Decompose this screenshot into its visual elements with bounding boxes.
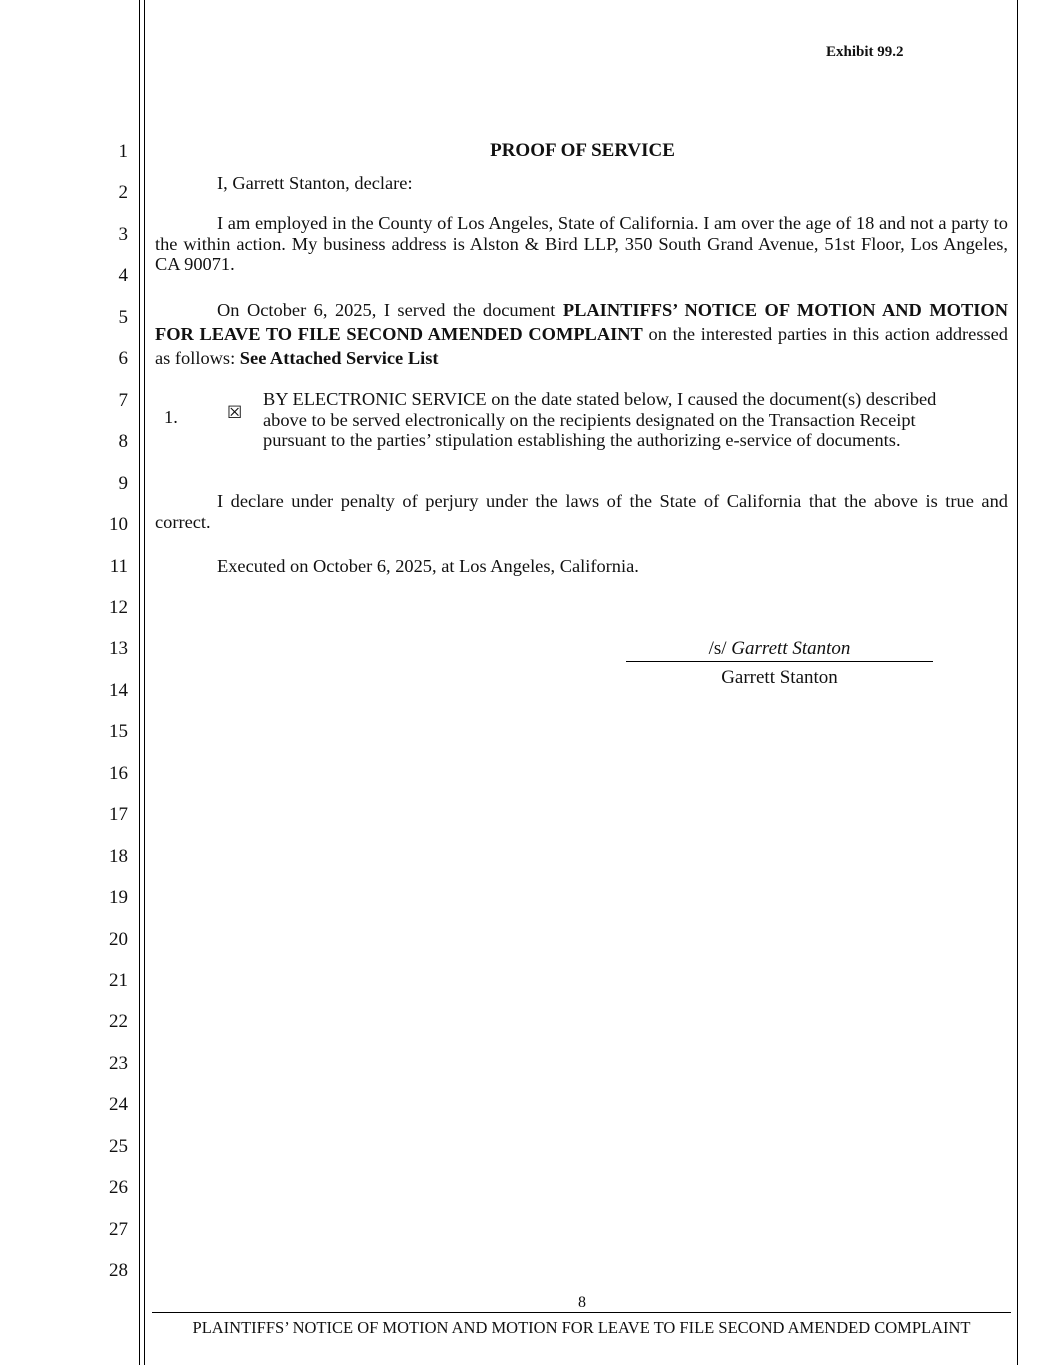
page-title: PROOF OF SERVICE (490, 140, 675, 161)
signature-prefix: /s/ (708, 638, 732, 659)
service-paragraph (155, 298, 1008, 370)
line-number: 1 (118, 141, 128, 162)
line-number: 21 (109, 970, 128, 991)
footer-divider (152, 1312, 1011, 1313)
service-list-reference: See Attached Service List (239, 348, 439, 368)
line-number: 11 (109, 556, 128, 577)
line-number: 15 (109, 721, 128, 742)
electronic-service-text: BY ELECTRONIC SERVICE on the date stated below, I caused the document(s) described above to be served electronically on the recipients designated on the Transaction Receipt pursuant to the parties’ stipulation establishing the authorizing e-service of documents. (263, 389, 937, 450)
line-number: 23 (109, 1053, 128, 1074)
exhibit-label: Exhibit 99.2 (826, 44, 904, 60)
line-number: 14 (109, 680, 128, 701)
line-number: 26 (109, 1177, 128, 1198)
perjury-paragraph: I declare under penalty of perjury under the laws of the State of California that the above is true and correct. (155, 491, 1008, 532)
employment-paragraph: I am employed in the County of Los Angeles, State of California. I am over the age of 18 and not a party to the within action. My business address is Alston & Bird LLP, 350 South Grand Avenue, 51st Floor, Los Angeles, CA 90071. (155, 213, 1008, 274)
signature-line (626, 661, 933, 662)
line-number: 28 (109, 1260, 128, 1281)
line-number: 6 (118, 348, 128, 369)
right-margin-rule (1017, 0, 1018, 1365)
page-number: 8 (578, 1294, 586, 1311)
left-margin-rule-outer (139, 0, 140, 1365)
line-number: 18 (109, 846, 128, 867)
line-number: 7 (118, 390, 128, 411)
line-number: 22 (109, 1011, 128, 1032)
line-number: 25 (109, 1136, 128, 1157)
line-number: 12 (109, 597, 128, 618)
line-number: 24 (109, 1094, 128, 1115)
line-number: 2 (118, 182, 128, 203)
signature-name: Garrett Stanton (731, 638, 851, 659)
electronic-signature (626, 638, 933, 660)
line-number: 20 (109, 929, 128, 950)
line-number: 16 (109, 763, 128, 784)
left-margin-rule-inner (144, 0, 145, 1365)
printed-name: Garrett Stanton (721, 667, 838, 688)
line-number: 27 (109, 1219, 128, 1240)
line-number: 4 (118, 265, 128, 286)
line-number: 9 (118, 473, 128, 494)
line-number: 19 (109, 887, 128, 908)
declaration-intro: I, Garrett Stanton, declare: (217, 173, 413, 193)
served-document-name: PLAINTIFFS’ NOTICE OF MOTION AND MOTION FOR LEAVE TO FILE SECOND AMENDED COMPLAINT (155, 300, 1009, 344)
executed-paragraph: Executed on October 6, 2025, at Los Angeles, California. (217, 556, 639, 576)
footer-caption: PLAINTIFFS’ NOTICE OF MOTION AND MOTION FOR LEAVE TO FILE SECOND AMENDED COMPLAINT (192, 1318, 971, 1337)
line-number: 8 (118, 431, 128, 452)
line-number: 17 (109, 804, 128, 825)
checked-box-icon: ☒ (227, 403, 243, 422)
service-item-number: 1. (164, 407, 178, 427)
line-number: 10 (109, 514, 128, 535)
service-middle: on the interested parties in this action addressed as follows: (155, 324, 1008, 368)
line-number: 5 (118, 307, 128, 328)
service-prefix: On October 6, 2025, I served the document (217, 300, 563, 320)
line-number: 3 (118, 224, 128, 245)
line-number: 13 (109, 638, 128, 659)
line-number-column (0, 0, 128, 1365)
